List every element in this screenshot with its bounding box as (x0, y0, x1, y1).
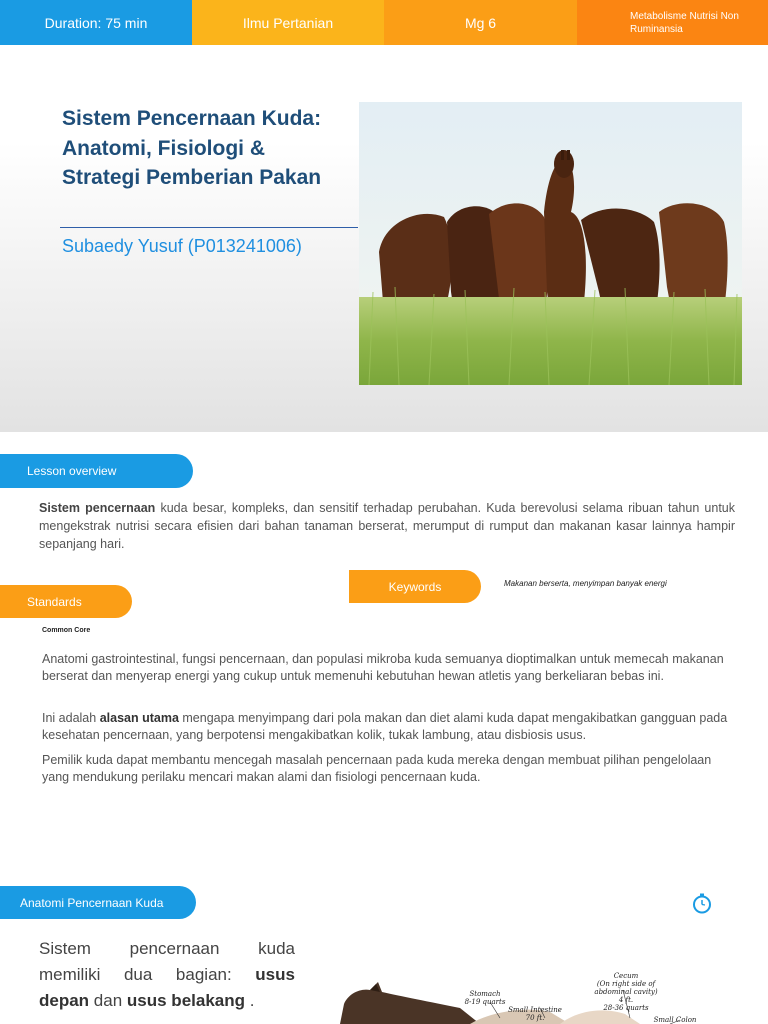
common-core-label: Common Core (42, 627, 91, 634)
overview-lead: Sistem pencernaan (39, 501, 156, 515)
paragraph-2 (42, 710, 732, 744)
word: bagian: (175, 965, 232, 984)
overview-text (39, 499, 735, 553)
word: kuda (258, 939, 295, 958)
intro-line-1 (39, 936, 295, 962)
bold-word: depan (39, 991, 90, 1010)
cecum-label (588, 972, 664, 1012)
lesson-overview-tab[interactable]: Lesson overview (0, 454, 193, 488)
horses-photo (359, 102, 742, 385)
anatomy-tab[interactable]: Anatomi Pencernaan Kuda (0, 886, 196, 919)
title-divider (60, 227, 358, 228)
intro-line-2 (39, 962, 295, 988)
small-intestine-length: 70 ft. (525, 1014, 545, 1022)
overview-body: kuda besar, kompleks, dan sensitif terhadap perubahan. Kuda berevolusi selama ribuan tahun untuk mengekstrak nutrisi secara efisien dari bahan tanaman berserat, merumput di rumput dan makanan kasar lainnya hampir sepanjang hari. (39, 501, 735, 551)
stomach-label (460, 990, 510, 1006)
bold-word: usus (255, 965, 295, 984)
word: . (249, 991, 255, 1010)
keywords-text: Makanan berserta, menyimpan banyak energi (504, 579, 667, 588)
standards-tab[interactable]: Standards (0, 585, 132, 618)
keywords-tab[interactable]: Keywords (349, 570, 481, 603)
anatomy-intro (39, 936, 295, 1014)
p2-bold: alasan utama (99, 711, 179, 725)
topic-text: Metabolisme Nutrisi Non Ruminansia (630, 10, 739, 35)
word: memiliki (39, 965, 101, 984)
bold-word: usus belakang (126, 991, 246, 1010)
page-title: Sistem Pencernaan Kuda: Anatomi, Fisiologi & Strategi Pemberian Pakan (62, 107, 322, 189)
cecum-note: (On right side of abdominal cavity) (594, 980, 658, 996)
stopwatch-icon (691, 892, 713, 914)
digestive-diagram (340, 968, 768, 1024)
small-intestine-text: Small Intestine (508, 1006, 562, 1014)
paragraph-1: Anatomi gastrointestinal, fungsi pencernaan, dan populasi mikroba kuda semuanya dioptimalkan untuk memecah makanan berserat dan menyerap energi yang cukup untuk memenuhi kebutuhan hewan atletis yang berkeliaran bebas ini. (42, 652, 724, 683)
cecum-length: 4 ft. (618, 996, 634, 1004)
cecum-text: Cecum (613, 972, 639, 980)
author-name: Subaedy Yusuf (P013241006) (62, 236, 302, 256)
word: pencernaan (129, 939, 220, 958)
word: dan (93, 991, 123, 1010)
small-intestine-label (505, 1006, 565, 1022)
p2-post: mengapa menyimpang dari pola makan dan diet alami kuda dapat mengakibatkan gangguan pada kesehatan pencernaan, yang berpotensi mengakibatkan kolik, tukak lambung, atau disbiosis usus. (42, 711, 728, 742)
intro-line-3 (39, 988, 295, 1014)
word: dua (123, 965, 153, 984)
subject-badge: Ilmu Pertanian (192, 0, 384, 45)
top-bar (0, 0, 768, 45)
week-badge: Mg 6 (384, 0, 577, 45)
word: Sistem (39, 939, 91, 958)
stomach-text: Stomach (469, 990, 501, 998)
cecum-volume: 28-36 quarts (603, 1004, 649, 1012)
paragraph-3: Pemilik kuda dapat membantu mencegah masalah pencernaan pada kuda mereka dengan membuat pilihan pengelolaan yang mendukung perilaku mencari makan alami dan fisiologi pencernaan kuda. (42, 753, 712, 784)
small-colon-label: Small Colon (653, 1016, 697, 1024)
stomach-volume: 8-19 quarts (464, 998, 506, 1006)
topic-badge (577, 0, 768, 45)
duration-badge: Duration: 75 min (0, 0, 192, 45)
p2-pre: Ini adalah (42, 711, 100, 725)
